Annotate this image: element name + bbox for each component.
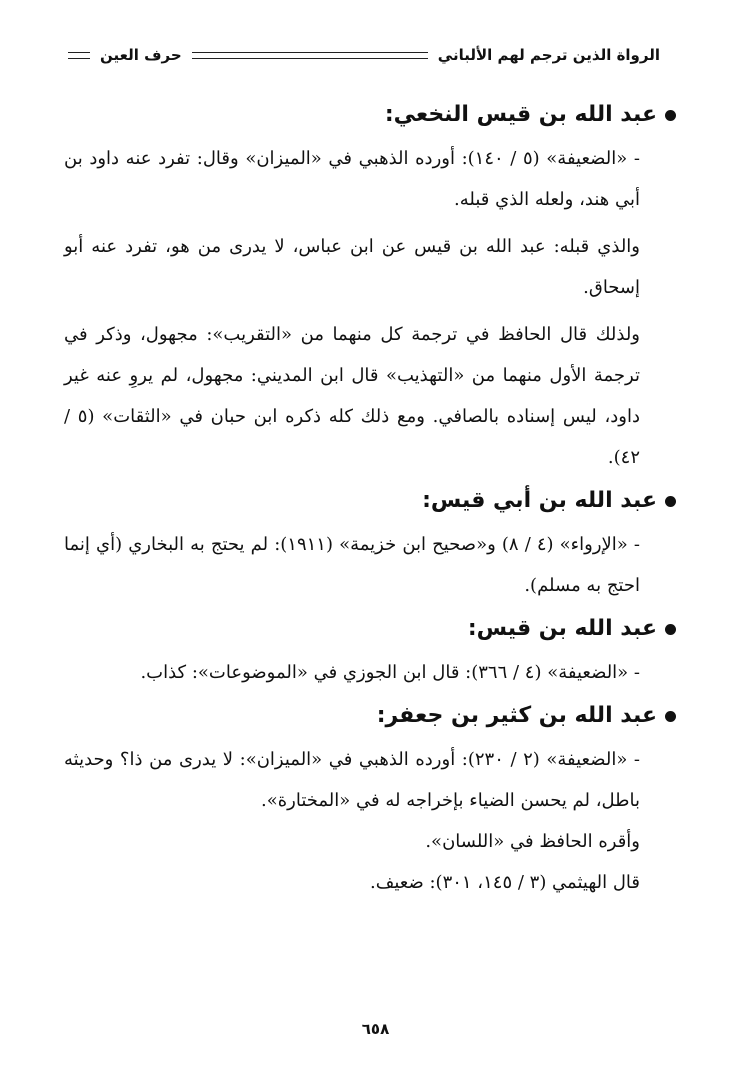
paragraph: - «الإرواء» (٤ / ٨) و«صحيح ابن خزيمة» (١٩١١): لم يحتج به البخاري (أي إنما احتج به مسلم).	[64, 534, 640, 596]
entry-body	[64, 524, 640, 606]
entry	[64, 486, 676, 606]
narrator-name: عبد الله بن كثير بن جعفر:	[376, 703, 657, 728]
entry-title	[64, 614, 676, 644]
paragraph: - «الضعيفة» (٥ / ١٤٠): أورده الذهبي في «الميزان» وقال: تفرد عنه داود بن أبي هند، ولعله الذي قبله.	[64, 148, 640, 210]
paragraph: وأقره الحافظ في «اللسان».	[425, 831, 640, 852]
page-content	[64, 100, 676, 903]
bullet-icon	[665, 624, 676, 635]
entry	[64, 100, 676, 478]
header-end-rule	[68, 52, 90, 59]
running-header	[68, 42, 660, 68]
narrator-name: عبد الله بن أبي قيس:	[422, 488, 657, 513]
entry-body	[64, 739, 640, 903]
chapter-title: حرف العين	[100, 46, 182, 64]
book-title: الرواة الذين ترجم لهم الألباني	[437, 46, 660, 64]
narrator-name: عبد الله بن قيس النخعي:	[384, 102, 657, 127]
header-rule	[192, 52, 428, 59]
bullet-icon	[665, 711, 676, 722]
paragraph: ولذلك قال الحافظ في ترجمة كل منهما من «التقريب»: مجهول، وذكر في ترجمة الأول منهما من «التهذيب» قال ابن المديني: مجهول، لم يروِ عنه غير داود، ليس إسناده بالصافي. ومع ذلك كله ذكره ابن حبان في «الثقات» (٥ / ٤٢).	[64, 324, 640, 468]
paragraph: - «الضعيفة» (٤ / ٣٦٦): قال ابن الجوزي في «الموضوعات»: كذاب.	[140, 662, 640, 683]
entry-body	[64, 652, 640, 693]
paragraph: والذي قبله: عبد الله بن قيس عن ابن عباس، لا يدرى من هو، تفرد عنه أبو إسحاق.	[64, 236, 640, 298]
entry-body	[64, 138, 640, 478]
bullet-icon	[665, 110, 676, 121]
paragraph: قال الهيثمي (٣ / ١٤٥، ٣٠١): ضعيف.	[370, 872, 640, 893]
entry	[64, 701, 676, 903]
entry-title	[64, 701, 676, 731]
entry-title	[64, 486, 676, 516]
page-number: ٦٥٨	[361, 1020, 390, 1038]
entry-title	[64, 100, 676, 130]
bullet-icon	[665, 496, 676, 507]
paragraph: - «الضعيفة» (٢ / ٢٣٠): أورده الذهبي في «الميزان»: لا يدرى من ذا؟ وحديثه باطل، لم يحسن الضياء بإخراجه له في «المختارة».	[64, 749, 640, 811]
narrator-name: عبد الله بن قيس:	[467, 616, 657, 641]
entry	[64, 614, 676, 693]
